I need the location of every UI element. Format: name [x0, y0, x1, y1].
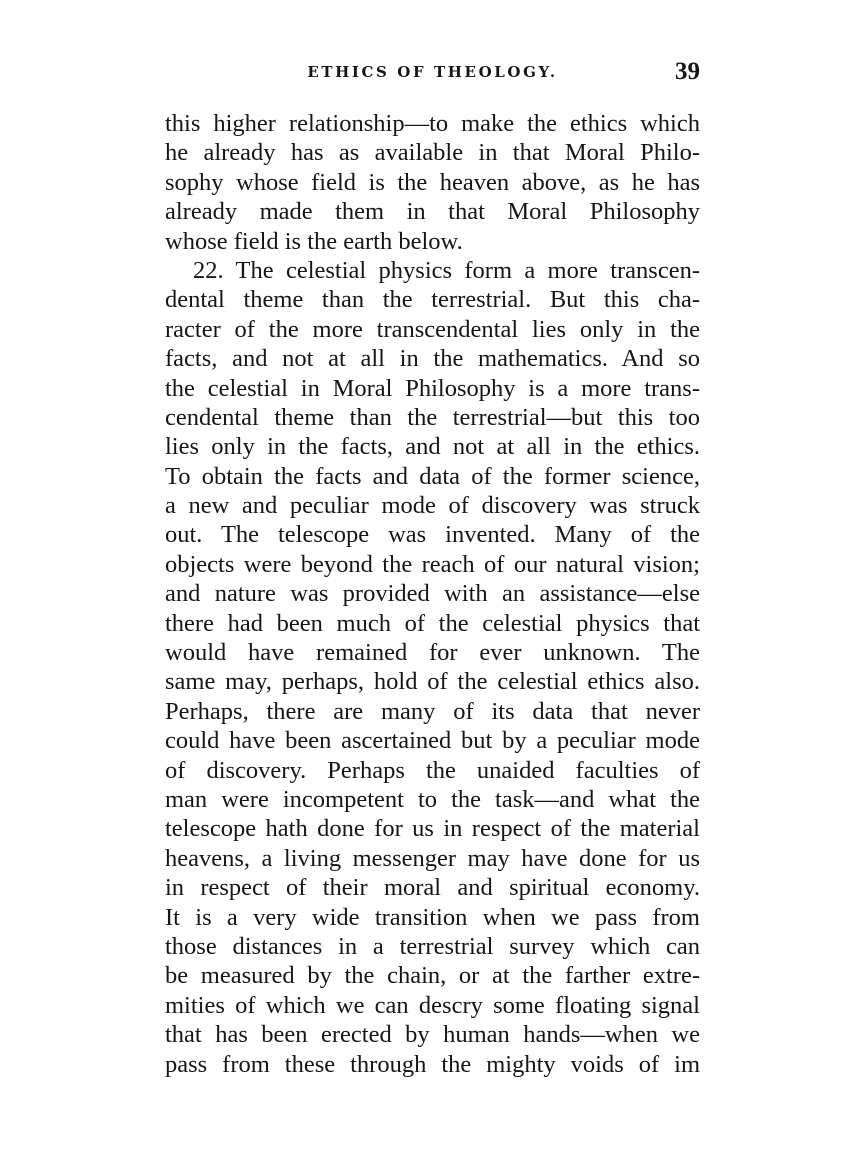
text-line: same may, perhaps, hold of the celestial ethics also.: [165, 668, 700, 696]
text-line: heavens, a living messenger may have done for us: [165, 844, 700, 872]
text-line: dental theme than the terrestrial. But this cha-: [165, 286, 700, 314]
running-title: ETHICS OF THEOLOGY.: [307, 63, 558, 81]
text-line: could have been ascertained but by a peculiar mode: [165, 727, 700, 755]
text-line: would have remained for ever unknown. The: [165, 639, 700, 667]
text-line: telescope hath done for us in respect of the material: [165, 815, 700, 843]
text-line: To obtain the facts and data of the former science,: [165, 462, 700, 490]
text-line: already made them in that Moral Philosophy: [165, 198, 700, 226]
text-line: racter of the more transcendental lies only in the: [165, 315, 700, 343]
text-line: facts, and not at all in the mathematics. And so: [165, 345, 700, 373]
text-line: lies only in the facts, and not at all in the ethics.: [165, 433, 700, 461]
text-line: mities of which we can descry some floating signal: [165, 991, 700, 1019]
text-line: of discovery. Perhaps the unaided faculties of: [165, 756, 700, 784]
body-text: [165, 109, 700, 1079]
text-line: there had been much of the celestial physics that: [165, 609, 700, 637]
text-line: he already has as available in that Moral Philo-: [165, 139, 700, 167]
text-line: and nature was provided with an assistance—else: [165, 580, 700, 608]
text-line: be measured by the chain, or at the farther extre-: [165, 962, 700, 990]
text-line: man were incompetent to the task—and what the: [165, 785, 700, 813]
text-line: out. The telescope was invented. Many of the: [165, 521, 700, 549]
text-line: those distances in a terrestrial survey which can: [165, 932, 700, 960]
text-line: objects were beyond the reach of our natural vision;: [165, 550, 700, 578]
text-line: this higher relationship—to make the ethics which: [165, 110, 700, 137]
text-line: the celestial in Moral Philosophy is a more trans-: [165, 374, 700, 402]
running-head: [165, 60, 700, 90]
text-line: a new and peculiar mode of discovery was struck: [165, 492, 700, 520]
text-line: that has been erected by human hands—when we: [165, 1021, 700, 1049]
text-line: sophy whose field is the heaven above, as he has: [165, 168, 700, 196]
paragraph-start-line: 22. The celestial physics form a more transcen-: [193, 256, 700, 284]
text-line: in respect of their moral and spiritual economy.: [165, 874, 700, 902]
text-line: Perhaps, there are many of its data that never: [165, 697, 700, 725]
page-number: 39: [675, 58, 700, 85]
text-line: It is a very wide transition when we pass from: [165, 903, 700, 931]
text-line: whose field is the earth below.: [165, 227, 463, 255]
text-line: pass from these through the mighty voids of im: [165, 1050, 700, 1078]
text-line: cendental theme than the terrestrial—but this too: [165, 403, 700, 431]
